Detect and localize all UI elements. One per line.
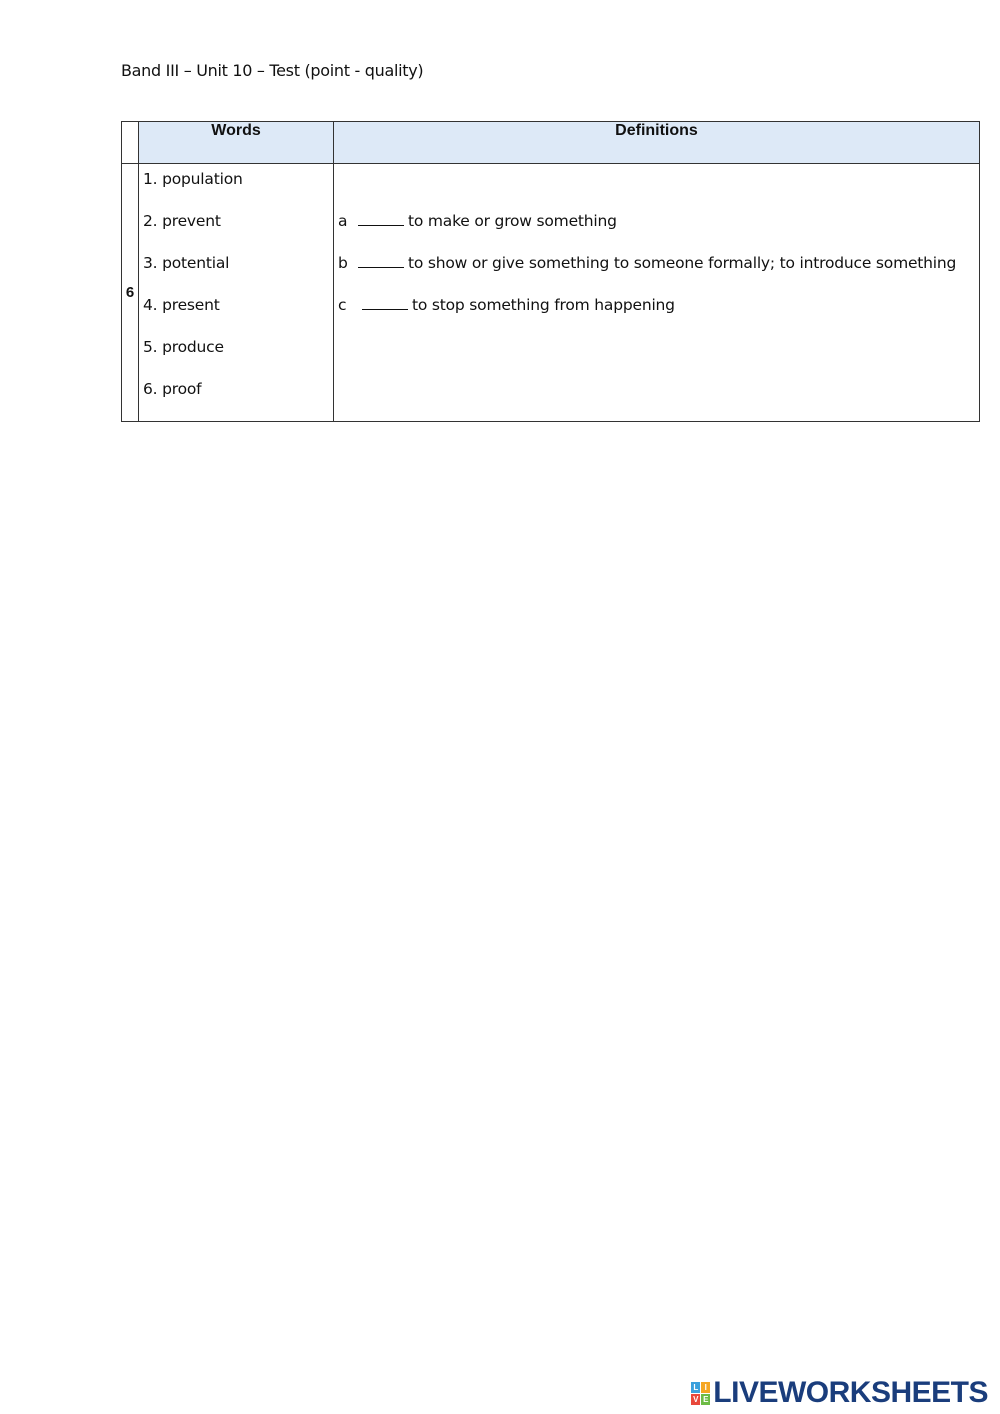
definition-item [338,253,979,295]
word-item: 4. present [143,296,220,314]
definition-text: to show or give something to someone formally; to introduce something [408,254,957,272]
answer-blank[interactable] [358,255,404,268]
definition-letter: a [338,212,348,230]
logo-text: LIVEWORKSHEETS [713,1376,988,1409]
word-item: 6. proof [143,380,202,398]
page-title: Band III – Unit 10 – Test (point - quality) [121,61,424,80]
logo-mark-letter: I [701,1382,710,1393]
answer-blank[interactable] [358,213,404,226]
answer-blank[interactable] [362,297,408,310]
logo-mark-icon [691,1382,710,1405]
definition-letter: c [338,296,347,314]
definitions-column-header: Definitions [334,122,980,164]
definition-item [338,295,979,337]
words-column-header: Words [139,122,334,164]
definition-text: to make or grow something [408,212,617,230]
definitions-cell [334,164,980,422]
word-item: 5. produce [143,338,224,356]
word-item: 1. population [143,170,243,188]
vocabulary-table [121,121,980,422]
logo-mark-letter: E [703,1394,709,1404]
word-list [139,164,333,421]
definition-letter: b [338,254,348,272]
section-number: 6 [122,164,139,422]
table-body-row [122,164,980,422]
logo-mark-letter: V [693,1394,699,1404]
word-item: 2. prevent [143,212,221,230]
word-item: 3. potential [143,254,230,272]
logo-mark-letter: L [691,1382,700,1393]
definition-item [338,211,979,253]
liveworksheets-logo [691,1376,988,1410]
definition-text: to stop something from happening [412,296,675,314]
definition-list [334,164,979,337]
number-column-header [122,122,139,164]
table-header-row [122,122,980,164]
words-cell [139,164,334,422]
